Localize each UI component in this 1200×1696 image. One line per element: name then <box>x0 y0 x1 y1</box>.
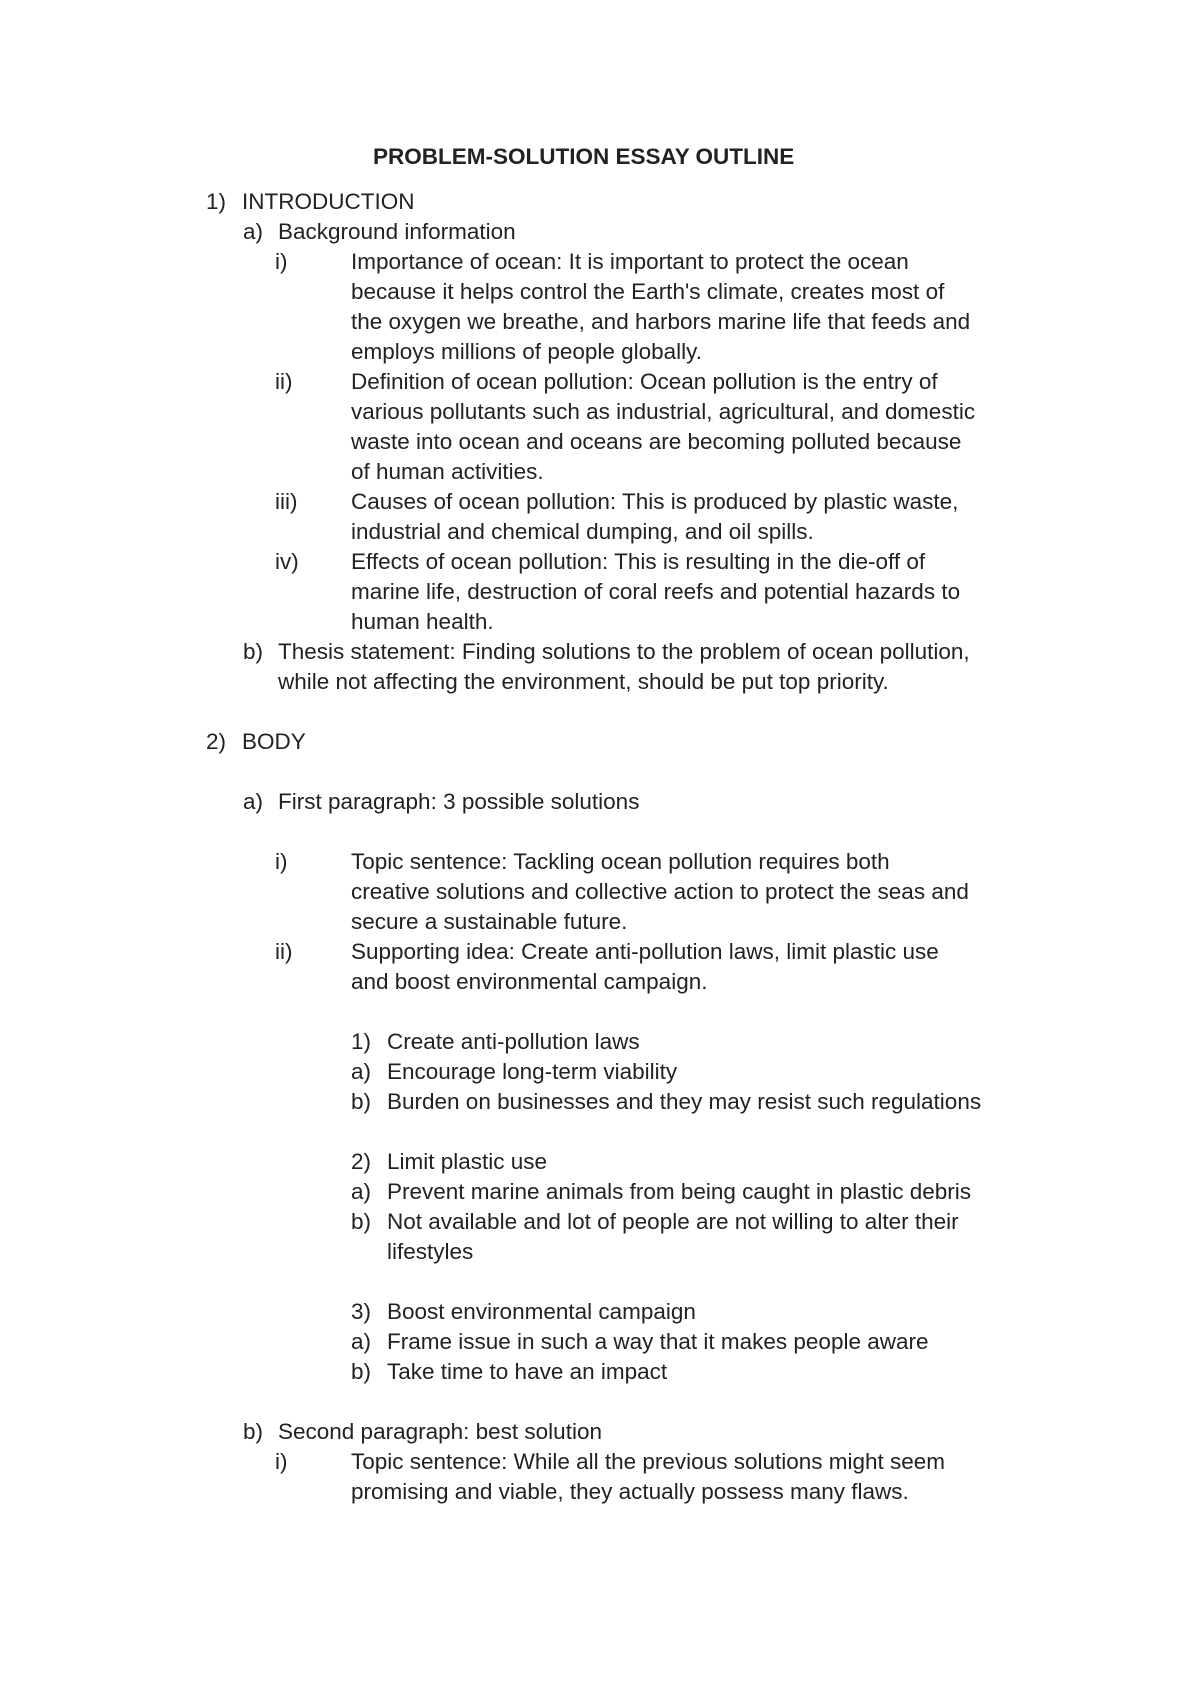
list-marker: i) <box>275 1449 288 1474</box>
second-paragraph-label: Second paragraph: best solution <box>278 1419 602 1444</box>
text-line: promising and viable, they actually possess many flaws. <box>351 1479 909 1504</box>
document-title: PROBLEM-SOLUTION ESSAY OUTLINE <box>373 144 795 169</box>
list-marker: 1) <box>351 1029 372 1054</box>
solution-title: Limit plastic use <box>387 1149 548 1174</box>
text-line: marine life, destruction of coral reefs and potential hazards to <box>351 579 961 604</box>
text-line: Effects of ocean pollution: This is resulting in the die-off of <box>351 549 926 574</box>
list-marker: 3) <box>351 1299 372 1324</box>
text-line: human health. <box>351 609 494 634</box>
list-marker: i) <box>275 249 288 274</box>
text-line: and boost environmental campaign. <box>351 969 708 994</box>
list-marker: ii) <box>275 369 293 394</box>
text-line: various pollutants such as industrial, agricultural, and domestic <box>351 399 976 424</box>
text-line: Definition of ocean pollution: Ocean pollution is the entry of <box>351 369 938 394</box>
list-marker: b) <box>243 1419 264 1444</box>
text-line: employs millions of people globally. <box>351 339 703 364</box>
text-line: secure a sustainable future. <box>351 909 628 934</box>
list-marker: a) <box>243 219 264 244</box>
section-heading-introduction: INTRODUCTION <box>242 189 415 214</box>
list-marker: 2) <box>351 1149 372 1174</box>
text-line: of human activities. <box>351 459 544 484</box>
list-marker: b) <box>351 1359 372 1384</box>
list-marker: iii) <box>275 489 298 514</box>
text-line: Frame issue in such a way that it makes people aware <box>387 1329 929 1354</box>
text-line: creative solutions and collective action to protect the seas and <box>351 879 969 904</box>
solution-title: Create anti-pollution laws <box>387 1029 640 1054</box>
text-line: Supporting idea: Create anti-pollution laws, limit plastic use <box>351 939 939 964</box>
text-line: Topic sentence: While all the previous solutions might seem <box>351 1449 946 1474</box>
thesis-line: Thesis statement: Finding solutions to the problem of ocean pollution, <box>278 639 970 664</box>
text-line: industrial and chemical dumping, and oil spills. <box>351 519 814 544</box>
text-line: Importance of ocean: It is important to protect the ocean <box>351 249 909 274</box>
list-marker: a) <box>243 789 264 814</box>
text-line: lifestyles <box>387 1239 474 1264</box>
text-line: the oxygen we breathe, and harbors marine life that feeds and <box>351 309 971 334</box>
list-marker: a) <box>351 1179 372 1204</box>
text-line: Causes of ocean pollution: This is produced by plastic waste, <box>351 489 959 514</box>
text-line: Take time to have an impact <box>387 1359 668 1384</box>
list-marker: a) <box>351 1329 372 1354</box>
text-line: Not available and lot of people are not willing to alter their <box>387 1209 959 1234</box>
first-paragraph-label: First paragraph: 3 possible solutions <box>278 789 640 814</box>
text-line: Encourage long-term viability <box>387 1059 678 1084</box>
thesis-line: while not affecting the environment, should be put top priority. <box>278 669 889 694</box>
text-line: Topic sentence: Tackling ocean pollution requires both <box>351 849 890 874</box>
text-line: Prevent marine animals from being caught in plastic debris <box>387 1179 972 1204</box>
text-line: because it helps control the Earth's climate, creates most of <box>351 279 945 304</box>
solution-title: Boost environmental campaign <box>387 1299 696 1324</box>
list-marker: i) <box>275 849 288 874</box>
section-heading-body: BODY <box>242 729 306 754</box>
text-line: waste into ocean and oceans are becoming polluted because <box>351 429 962 454</box>
list-marker: a) <box>351 1059 372 1084</box>
list-marker: b) <box>351 1209 372 1234</box>
list-marker: b) <box>243 639 264 664</box>
background-label: Background information <box>278 219 516 244</box>
list-marker: b) <box>351 1089 372 1114</box>
section-marker: 1) <box>206 189 227 214</box>
text-line: Burden on businesses and they may resist such regulations <box>387 1089 982 1114</box>
list-marker: iv) <box>275 549 299 574</box>
list-marker: ii) <box>275 939 293 964</box>
section-marker: 2) <box>206 729 227 754</box>
